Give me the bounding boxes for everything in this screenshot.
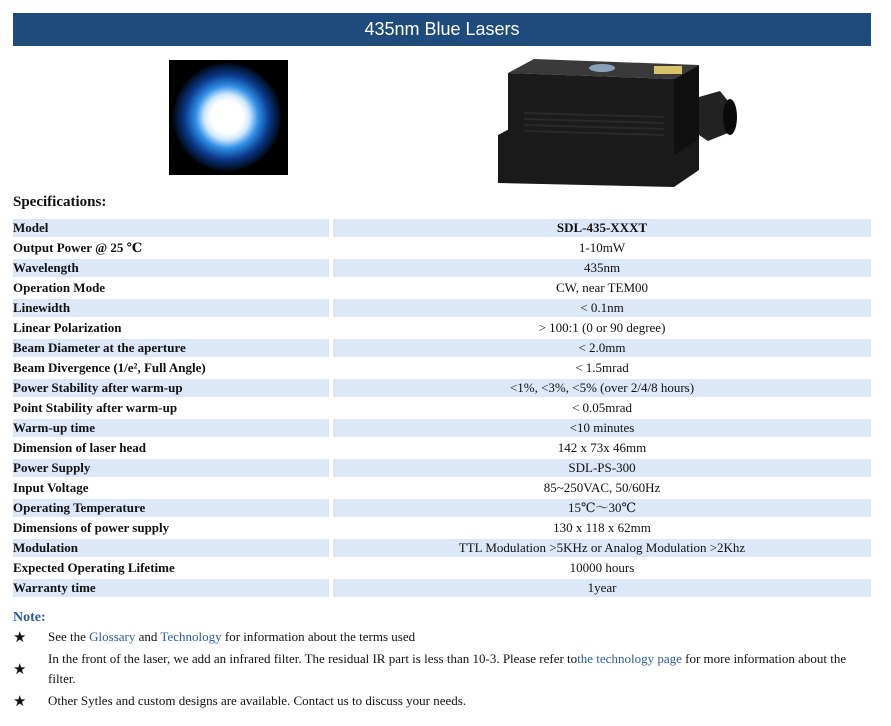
spec-value: < 1.5mrad (575, 360, 629, 375)
star-bullet-icon: ★ (13, 661, 27, 678)
spec-label: Linear Polarization (13, 320, 122, 335)
spec-row (13, 479, 871, 497)
spec-label: Operating Temperature (13, 499, 329, 517)
spec-value: <10 minutes (333, 419, 871, 437)
spec-label: Model (13, 219, 329, 237)
spec-value: SDL-PS-300 (333, 459, 871, 477)
technology-link[interactable]: Technology (160, 629, 222, 644)
page-title-banner (13, 13, 871, 46)
spec-row (13, 259, 871, 277)
spec-row (13, 559, 871, 577)
spec-label: Dimension of laser head (13, 440, 147, 455)
spec-row (13, 379, 871, 397)
spec-value: > 100:1 (0 or 90 degree) (538, 320, 666, 335)
spec-value: 435nm (333, 259, 871, 277)
spec-value: 1year (333, 579, 871, 597)
spec-value: CW, near TEM00 (555, 280, 649, 295)
spec-label: Beam Divergence (1/e², Full Angle) (13, 360, 206, 375)
notes-list (13, 627, 863, 713)
spec-label: Power Supply (13, 459, 329, 477)
spec-row (13, 399, 871, 417)
spec-label: Power Stability after warm-up (13, 379, 329, 397)
spec-value: 142 x 73x 46mm (557, 440, 647, 455)
spec-label: Wavelength (13, 259, 329, 277)
spec-value: 130 x 118 x 62mm (553, 520, 651, 535)
spec-label: Output Power @ 25 ℃ (13, 240, 143, 255)
note-text: In the front of the laser, we add an infrared filter. The residual IR part is less than 10-3. Please refer tothe technology page for more information about the filter. (48, 651, 847, 686)
specifications-heading: Specifications: (13, 194, 107, 210)
spec-label: Modulation (13, 539, 329, 557)
note-text: Other Sytles and custom designs are available. Contact us to discuss your needs. (48, 693, 467, 708)
spec-value: 10000 hours (569, 560, 635, 575)
spec-label: Warranty time (13, 579, 329, 597)
spec-row (13, 459, 871, 477)
spec-value: <1%, <3%, <5% (over 2/4/8 hours) (333, 379, 871, 397)
spec-row (13, 539, 871, 557)
spec-label: Warm-up time (13, 419, 329, 437)
glossary-link[interactable]: Glossary (89, 629, 136, 644)
spec-label: Expected Operating Lifetime (13, 560, 175, 575)
star-bullet-icon: ★ (13, 693, 27, 710)
spec-label: Beam Diameter at the aperture (13, 339, 329, 357)
spec-row (13, 279, 871, 297)
spec-row (13, 319, 871, 337)
spec-value: SDL-435-XXXT (333, 219, 871, 237)
star-bullet-icon: ★ (13, 629, 27, 646)
spec-row (13, 419, 871, 437)
page-title: 435nm Blue Lasers (364, 19, 520, 39)
spec-row (13, 219, 871, 237)
laser-head-image (494, 55, 742, 187)
spec-row (13, 499, 871, 517)
spec-label: Linewidth (13, 299, 329, 317)
technology-page-link[interactable]: the technology page (577, 651, 682, 666)
note-item (13, 691, 863, 711)
spec-row (13, 439, 871, 457)
spec-value: 85~250VAC, 50/60Hz (543, 480, 661, 495)
spec-row (13, 299, 871, 317)
spec-row (13, 519, 871, 537)
spec-row (13, 359, 871, 377)
spec-row (13, 239, 871, 257)
spec-row (13, 579, 871, 597)
specifications-table (13, 217, 871, 599)
spec-value: TTL Modulation >5KHz or Analog Modulation >2Khz (333, 539, 871, 557)
note-label: Note: (13, 610, 46, 625)
spec-label: Dimensions of power supply (13, 520, 170, 535)
spec-value: 1-10mW (578, 240, 626, 255)
spec-value: < 0.1nm (333, 299, 871, 317)
note-text: See the Glossary and Technology for information about the terms used (48, 629, 416, 644)
spec-value: 15℃～30℃ (333, 499, 871, 517)
note-item (13, 627, 863, 647)
spec-label: Point Stability after warm-up (13, 400, 178, 415)
spec-row (13, 339, 871, 357)
spec-label: Operation Mode (13, 280, 106, 295)
note-item (13, 649, 863, 689)
beam-spot-image (169, 60, 288, 175)
spec-value: < 2.0mm (333, 339, 871, 357)
spec-label: Input Voltage (13, 480, 89, 495)
spec-value: < 0.05mrad (571, 400, 633, 415)
